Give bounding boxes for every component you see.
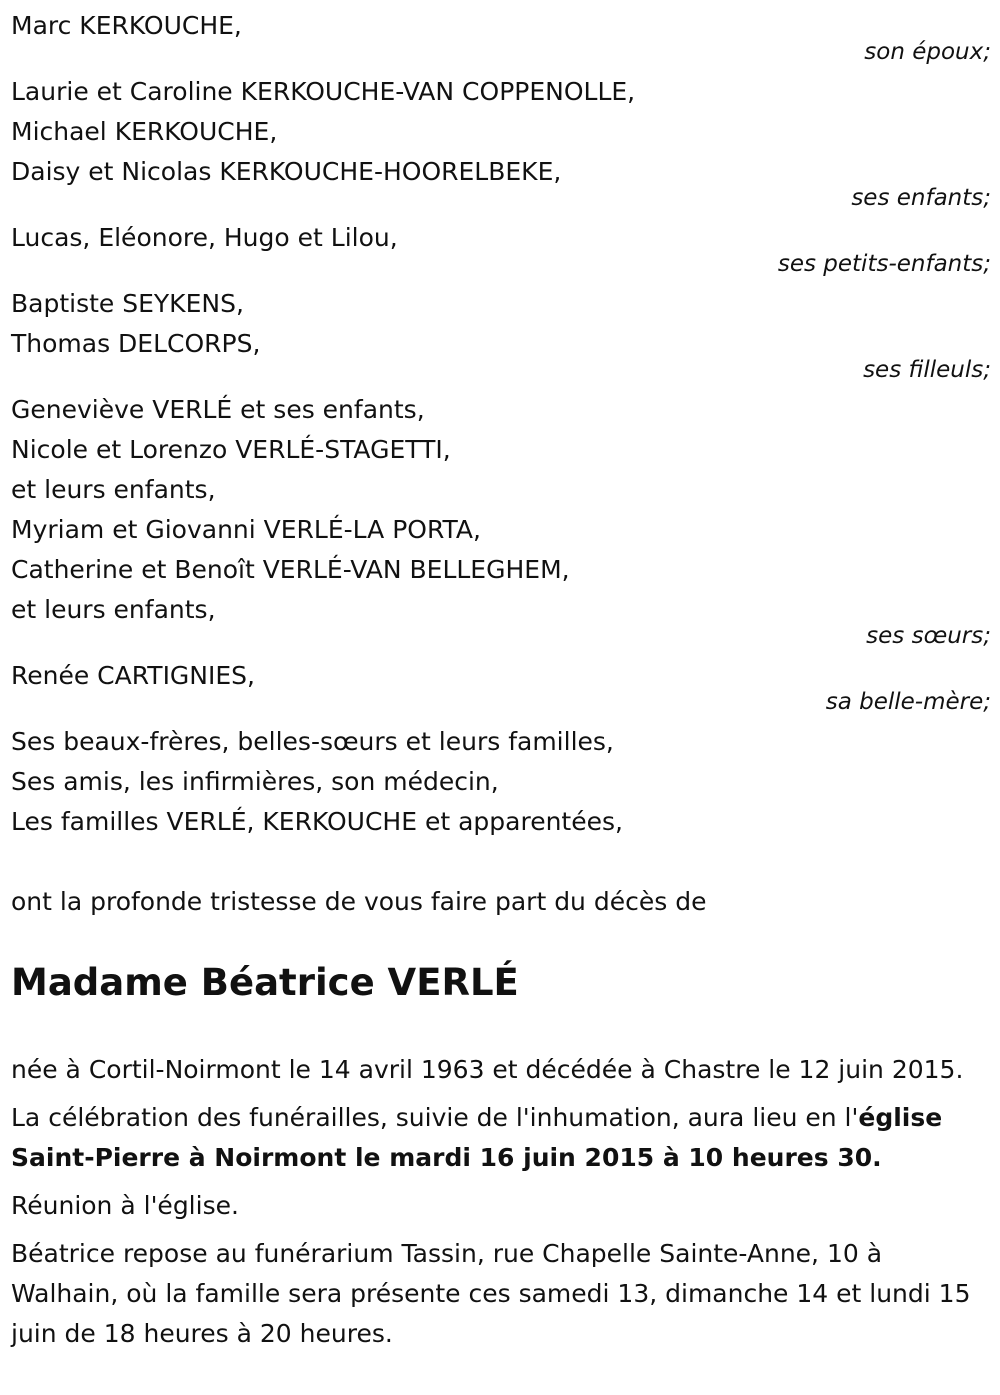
family-name-line: Laurie et Caroline KERKOUCHE-VAN COPPENOLLE, [11,77,636,106]
family-name-line: Thomas DELCORPS, [11,329,261,358]
family-name-line: Catherine et Benoît VERLÉ-VAN BELLEGHEM, [11,555,570,584]
family-name-line: Myriam et Giovanni VERLÉ-LA PORTA, [11,515,481,544]
ceremony-info [11,1098,991,1178]
ceremony-location-time: église Saint-Pierre à Noirmont le mardi 16 juin 2015 à 10 heures 30. [11,1103,943,1172]
family-group-children [11,72,991,210]
family-name-line: Renée CARTIGNIES, [11,661,255,690]
family-name-line: Baptiste SEYKENS, [11,289,244,318]
other-mourners-line: Ses beaux-frères, belles-sœurs et leurs familles, [11,727,614,756]
deceased-name: Madame Béatrice VERLÉ [11,961,519,1004]
family-name-line: Geneviève VERLÉ et ses enfants, [11,395,425,424]
family-group-godchildren [11,284,991,382]
family-role: ses enfants; [851,185,991,211]
family-name-line: Michael KERKOUCHE, [11,117,278,146]
family-role: ses sœurs; [866,623,991,649]
family-role: son époux; [864,39,991,65]
family-name-line: Lucas, Eléonore, Hugo et Lilou, [11,223,398,252]
family-role: sa belle-mère; [825,689,991,715]
family-name-line: et leurs enfants, [11,475,216,504]
family-group-sisters [11,390,991,648]
announcement-text: ont la profonde tristesse de vous faire part du décès de [11,887,707,916]
birth-death-info: née à Cortil-Noirmont le 14 avril 1963 et décédée à Chastre le 12 juin 2015. [11,1055,964,1084]
family-group-grandchildren [11,218,991,276]
other-mourners [11,722,991,842]
family-role: ses filleuls; [863,357,991,383]
family-role: ses petits-enfants; [777,251,991,277]
other-mourners-line: Les familles VERLÉ, KERKOUCHE et apparentées, [11,807,623,836]
family-name-line: Daisy et Nicolas KERKOUCHE-HOORELBEKE, [11,157,562,186]
visitation-info: Béatrice repose au funérarium Tassin, rue Chapelle Sainte-Anne, 10 à Walhain, où la famille sera présente ces samedi 13, dimanche 14 et lundi 15 juin de 18 heures à 20 heures. [11,1239,971,1348]
ceremony-intro: La célébration des funérailles, suivie de l'inhumation, aura lieu en l' [11,1103,859,1132]
family-group-spouse [11,6,991,64]
family-group-mother-in-law [11,656,991,714]
other-mourners-line: Ses amis, les infirmières, son médecin, [11,767,499,796]
meeting-info: Réunion à l'église. [11,1191,239,1220]
family-name-line: et leurs enfants, [11,595,216,624]
obituary-notice [11,6,991,1362]
family-name-line: Marc KERKOUCHE, [11,11,242,40]
family-name-line: Nicole et Lorenzo VERLÉ-STAGETTI, [11,435,451,464]
